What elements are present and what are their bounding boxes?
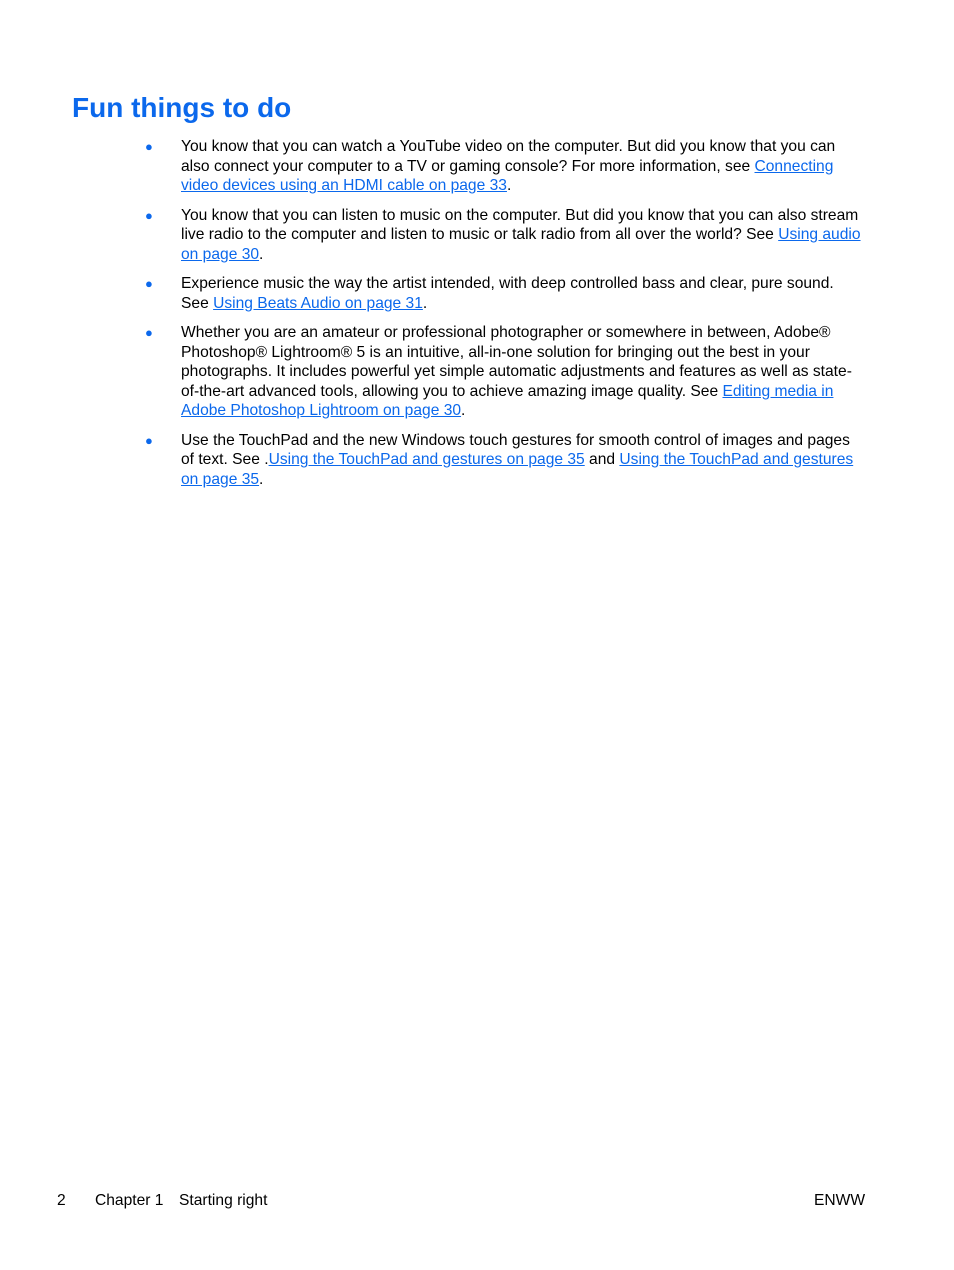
link-editing-media-lightroom[interactable]: Editing media in Adobe Photoshop Lightroom on page 30 bbox=[181, 382, 834, 419]
list-item bbox=[144, 274, 864, 313]
item-text-end: . bbox=[506, 177, 512, 194]
footer-chapter-title: Starting right bbox=[179, 1192, 268, 1209]
bullet-list bbox=[144, 137, 864, 499]
bullet-icon: ● bbox=[145, 207, 153, 223]
item-text-middle: and bbox=[584, 451, 620, 468]
list-item bbox=[144, 137, 864, 196]
item-text-end: . bbox=[461, 402, 466, 419]
footer-enww: ENWW bbox=[814, 1192, 866, 1209]
item-text: You know that you can listen to music on the computer. But did you know that you can also stream live radio to the computer and listen to music or talk radio from all over the world? See bbox=[181, 206, 859, 243]
item-text-end: . bbox=[259, 470, 264, 488]
item-text-end: . bbox=[259, 245, 264, 263]
item-text: You know that you can watch a YouTube video on the computer. But did you know that you can also connect your computer to a TV or gaming console? For more information, see bbox=[181, 138, 836, 175]
bullet-icon: ● bbox=[145, 325, 153, 340]
link-connecting-video-devices[interactable]: Connecting video devices using an HDMI cable on page 33 bbox=[181, 157, 834, 194]
bullet-icon: ● bbox=[145, 276, 153, 291]
link-using-beats-audio[interactable]: Using Beats Audio on page 31 bbox=[213, 294, 423, 312]
bullet-icon: ● bbox=[145, 432, 153, 448]
list-item bbox=[144, 431, 864, 490]
bullet-icon: ● bbox=[145, 139, 153, 154]
link-using-audio[interactable]: Using audio on page 30 bbox=[181, 226, 861, 263]
item-text: Whether you are an amateur or professional photographer or somewhere in between, Adobe® Photoshop® Lightroom® 5 is an intuitive, all-in-one solution for bringing out the best in your photographs. It includes powerful yet simple automatic adjustments and features as well as state-of-the-art advanced tools, allowing you to achieve amazing image quality. See bbox=[181, 324, 852, 400]
list-item bbox=[144, 206, 864, 265]
item-text-end: . bbox=[422, 294, 428, 312]
link-using-touchpad-gestures[interactable]: Using the TouchPad and gestures on page 35 bbox=[268, 451, 585, 468]
item-text: Use the TouchPad and the new Windows touch gestures for smooth control of images and pages of text. See . bbox=[181, 431, 850, 468]
link-using-touchpad-gestures-2[interactable]: Using the TouchPad and gestures on page 35 bbox=[181, 451, 854, 488]
footer-chapter: Chapter 1 bbox=[95, 1192, 164, 1209]
item-text: Experience music the way the artist intended, with deep controlled bass and clear, pure sound. See bbox=[181, 275, 834, 312]
page-title: Fun things to do bbox=[72, 92, 292, 123]
list-item bbox=[144, 323, 864, 421]
footer-page-number: 2 bbox=[57, 1192, 66, 1209]
